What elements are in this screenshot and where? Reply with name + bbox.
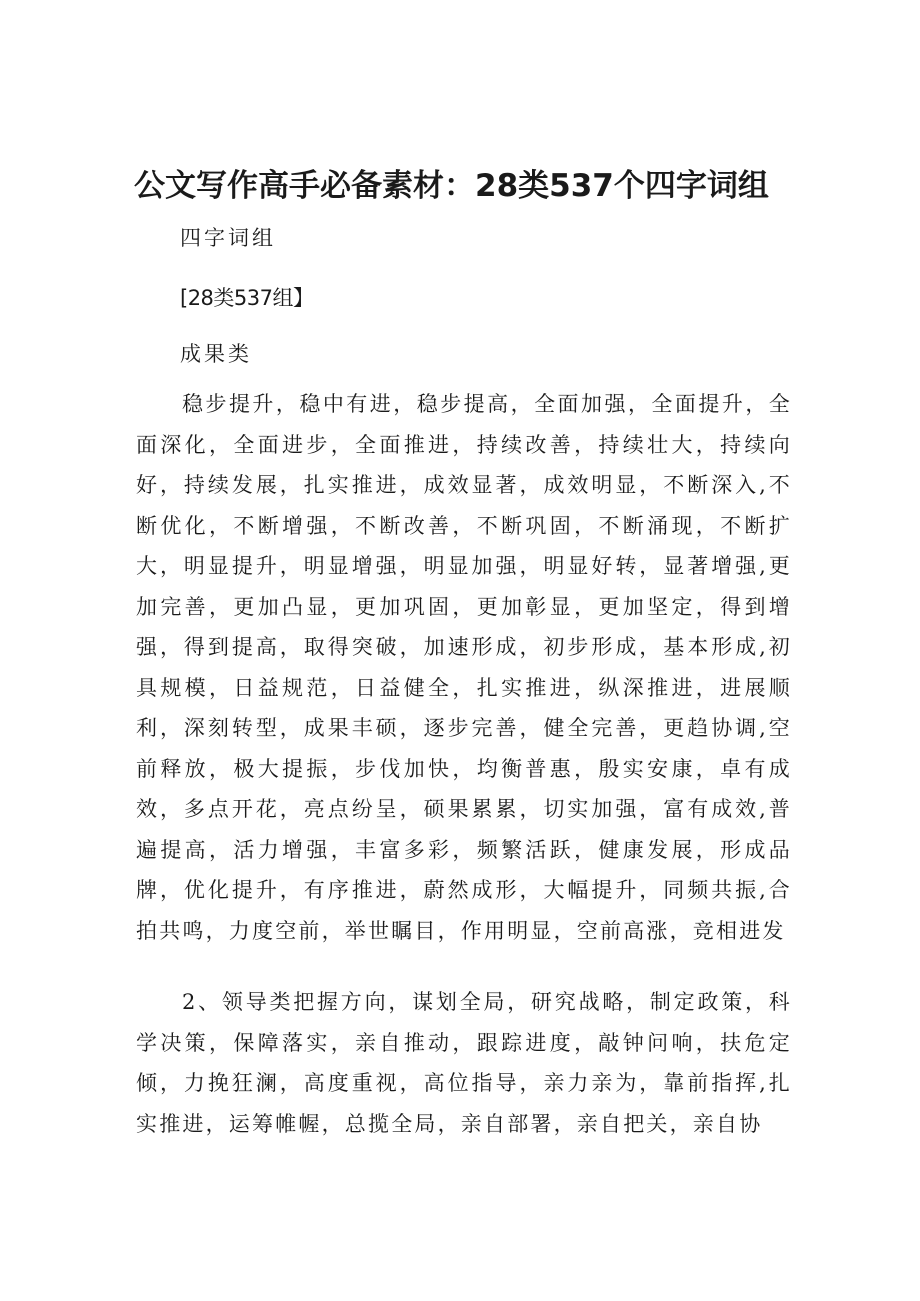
category-count: [28类537组】 (180, 286, 314, 310)
paragraph-leadership: 2、领导类把握方向，谋划全局，研究战略，制定政策，科学决策，保障落实，亲自推动，跟踪进度，敲钟问响，扶危定倾，力挽狂澜，高度重视，高位指导，亲力亲为，靠前指挥,扎实推进，运筹帷幄，总揽全局，亲自部署，亲自把关，亲自协 (136, 990, 792, 1136)
section-heading: 成果类 (180, 342, 252, 366)
paragraph-achievements: 稳步提升，稳中有进，稳步提高，全面加强，全面提升，全面深化，全面进步，全面推进，持续改善，持续壮大，持续向好，持续发展，扎实推进，成效显著，成效明显，不断深入,不断优化，不断增强，不断改善，不断巩固，不断涌现，不断扩大，明显提升，明显增强，明显加强，明显好转，显著增强,更加完善，更加凸显，更加巩固，更加彰显，更加坚定，得到增强，得到提高，取得突破，加速形成，初步形成，基本形成,初具规模，日益规范，日益健全，扎实推进，纵深推进，进展顺利，深刻转型，成果丰硕，逐步完善，健全完善，更趋协调,空前释放，极大提振，步伐加快，均衡普惠，殷实安康，卓有成效，多点开花，亮点纷呈，硕果累累，切实加强，富有成效,普遍提高，活力增强，丰富多彩，频繁活跃，健康发展，形成品牌，优化提升，有序推进，蔚然成形，大幅提升，同频共振,合拍共鸣，力度空前，举世瞩目，作用明显，空前高涨，竞相进发 (136, 392, 792, 943)
document-subtitle: 四字词组 (180, 226, 276, 250)
document-title: 公文写作高手必备素材：28类537个四字词组 (134, 168, 769, 204)
